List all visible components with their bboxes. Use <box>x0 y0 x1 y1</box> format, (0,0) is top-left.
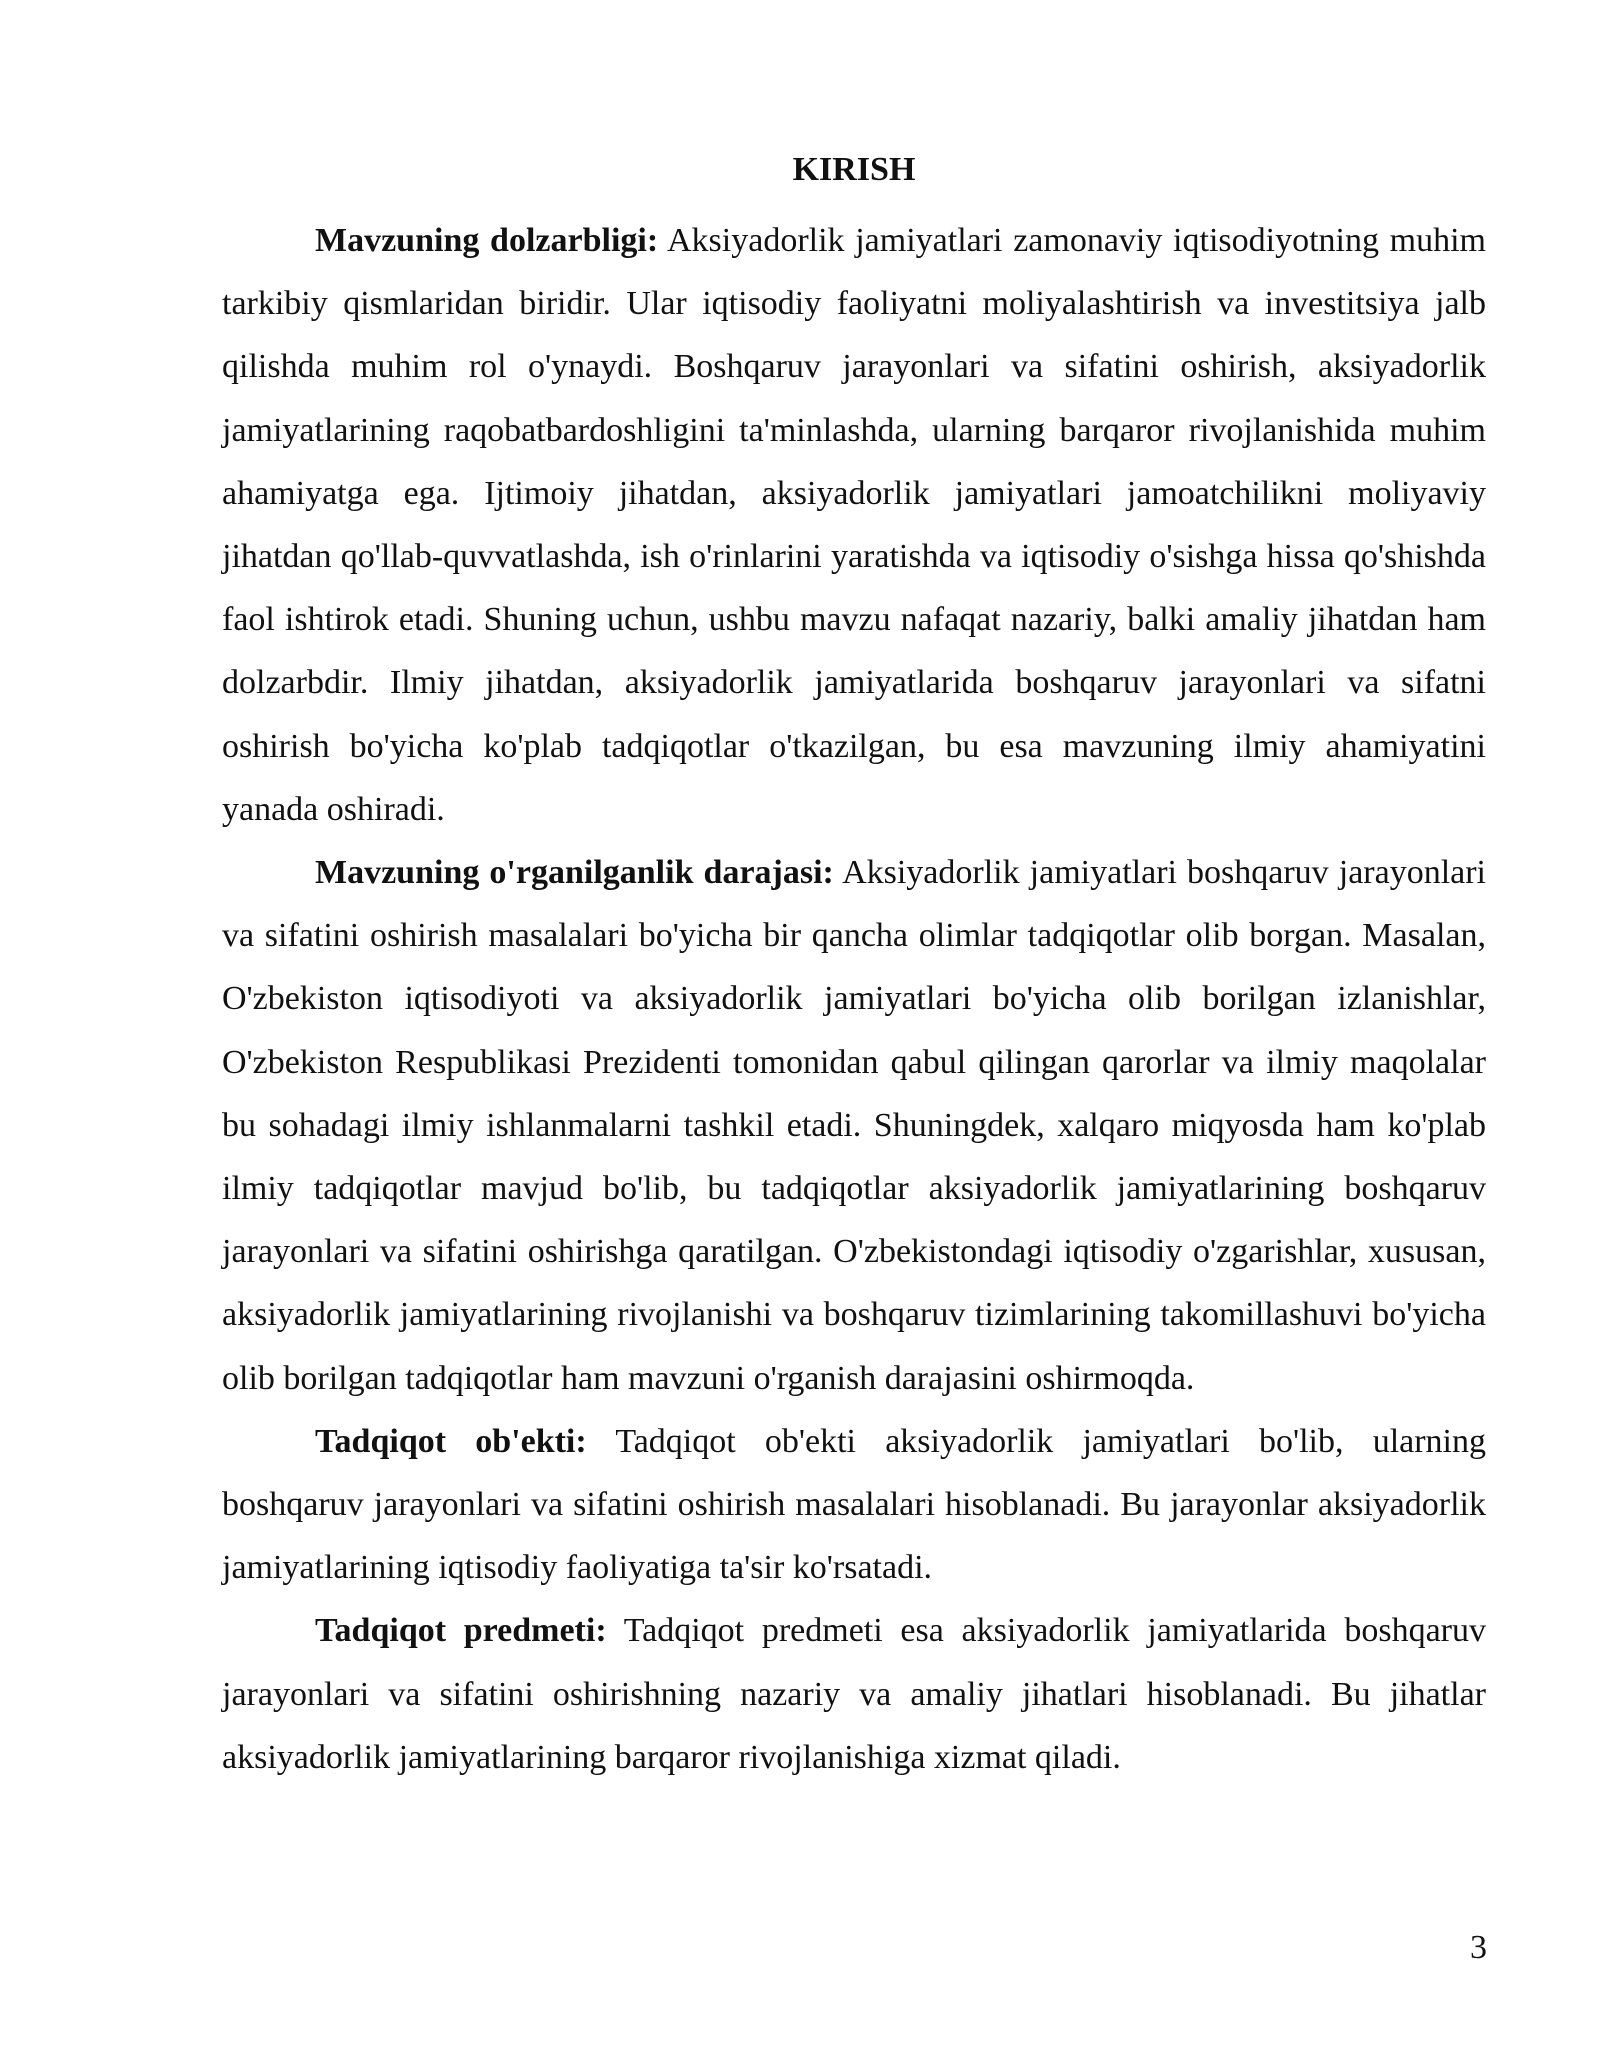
page-content <box>222 138 1486 1789</box>
paragraph-text: Tadqiqot ob'ekti aksiyadorlik jamiyatlari bo'lib, ularning boshqaruv jarayonlari va sifatini oshirish masalalari hisoblanadi. Bu jarayonlar aksiyadorlik jamiyatlarining iqtisodiy faoliyatiga ta'sir ko'rsatadi. <box>222 1422 1486 1587</box>
paragraph-lead: Tadqiqot predmeti: <box>315 1612 607 1650</box>
paragraph-study-level <box>222 841 1486 1410</box>
paragraph-relevance <box>222 209 1486 841</box>
paragraph-text: Aksiyadorlik jamiyatlari zamonaviy iqtisodiyotning muhim tarkibiy qismlaridan biridir. Ular iqtisodiy faoliyatni moliyalashtirish va investitsiya jalb qilishda muhim rol o'ynaydi. Boshqaruv jarayonlari va sifatini oshirish, aksiyadorlik jamiyatlarining raqobatbardoshligini ta'minlashda, ularning barqaror rivojlanishida muhim ahamiyatga ega. Ijtimoiy jihatdan, aksiyadorlik jamiyatlari jamoatchilikni moliyaviy jihatdan qo'llab-quvvatlashda, ish o'rinlarini yaratishda va iqtisodiy o'sishga hissa qo'shishda faol ishtirok etadi. Shuning uchun, ushbu mavzu nafaqat nazariy, balki amaliy jihatdan ham dolzarbdir. Ilmiy jihatdan, aksiyadorlik jamiyatlarida boshqaruv jarayonlari va sifatni oshirish bo'yicha ko'plab tadqiqotlar o'tkazilgan, bu esa mavzuning ilmiy ahamiyatini yanada oshiradi. <box>222 222 1487 828</box>
paragraph-lead: Mavzuning o'rganilganlik darajasi: <box>315 854 834 892</box>
page-number: 3 <box>1470 1929 1487 1966</box>
paragraph-research-object <box>222 1410 1486 1600</box>
paragraph-text: Tadqiqot predmeti esa aksiyadorlik jamiyatlarida boshqaruv jarayonlari va sifatini oshirishning nazariy va amaliy jihatlari hisoblanadi. Bu jihatlar aksiyadorlik jamiyatlarining barqaror rivojlanishiga xizmat qiladi. <box>222 1612 1486 1776</box>
paragraph-lead: Tadqiqot ob'ekti: <box>315 1422 587 1460</box>
paragraph-text: Aksiyadorlik jamiyatlari boshqaruv jarayonlari va sifatini oshirish masalalari bo'yicha bir qancha olimlar tadqiqotlar olib borgan. Masalan, O'zbekiston iqtisodiyoti va aksiyadorlik jamiyatlari bo'yicha olib borilgan izlanishlar, O'zbekiston Respublikasi Prezidenti tomonidan qabul qilingan qarorlar va ilmiy maqolalar bu sohadagi ilmiy ishlanmalarni tashkil etadi. Shuningdek, xalqaro miqyosda ham ko'plab ilmiy tadqiqotlar mavjud bo'lib, bu tadqiqotlar aksiyadorlik jamiyatlarining boshqaruv jarayonlari va sifatini oshirishga qaratilgan. O'zbekistondagi iqtisodiy o'zgarishlar, xususan, aksiyadorlik jamiyatlarining rivojlanishi va boshqaruv tizimlarining takomillashuvi bo'yicha olib borilgan tadqiqotlar ham mavzuni o'rganish darajasini oshirmoqda. <box>222 854 1486 1397</box>
section-title: KIRISH <box>792 151 916 188</box>
paragraph-lead: Mavzuning dolzarbligi: <box>315 222 659 259</box>
paragraph-research-subject <box>222 1599 1486 1789</box>
